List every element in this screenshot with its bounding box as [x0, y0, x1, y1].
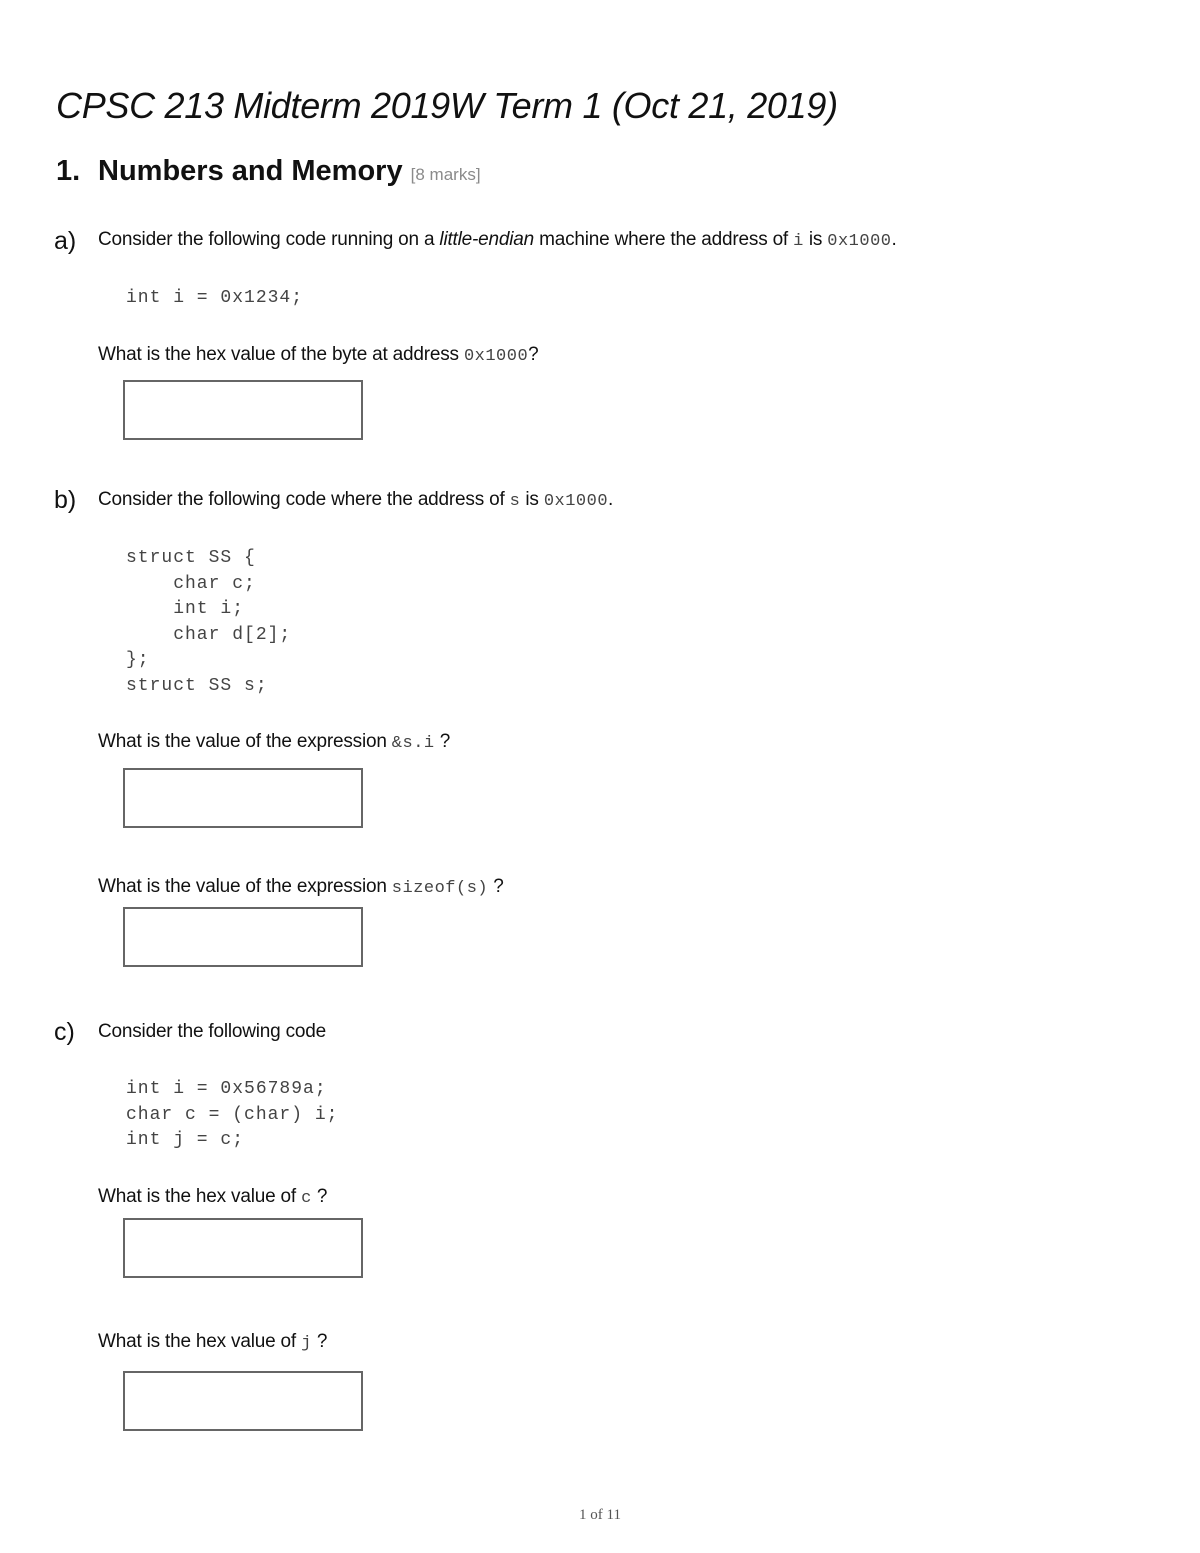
part-c-label: c) — [54, 1018, 75, 1046]
question-text: What is the hex value of — [98, 1331, 302, 1352]
part-c-question-2 — [98, 1329, 327, 1357]
answer-box-a[interactable] — [123, 380, 363, 440]
prompt-text: . — [891, 229, 897, 250]
part-a-label: a) — [54, 227, 77, 255]
part-b-question-1 — [98, 729, 450, 757]
inline-code: i — [793, 232, 804, 251]
part-a-code: int i = 0x1234; — [126, 288, 304, 308]
question-text: What is the value of the expression — [98, 876, 392, 897]
prompt-emphasis: little-endian — [439, 229, 534, 250]
part-b-prompt — [98, 487, 613, 515]
part-a-prompt — [98, 227, 897, 255]
part-c-prompt: Consider the following code — [98, 1021, 327, 1042]
question-text: ? — [311, 1331, 328, 1352]
inline-code: j — [301, 1334, 312, 1353]
answer-box-b2[interactable] — [123, 907, 363, 967]
inline-code: sizeof(s) — [391, 879, 489, 898]
question-text: What is the hex value of the byte at address — [98, 344, 464, 365]
page-number: 1 of 11 — [579, 1507, 621, 1523]
part-b-question-2 — [98, 874, 504, 902]
inline-code: 0x1000 — [463, 347, 529, 366]
prompt-text: is — [520, 489, 544, 510]
prompt-text: . — [608, 489, 614, 510]
question-1-heading — [56, 152, 481, 194]
answer-box-b1[interactable] — [123, 768, 363, 828]
question-number: 1. — [56, 155, 81, 187]
question-text: What is the value of the expression — [98, 731, 392, 752]
question-title: Numbers and Memory — [98, 155, 403, 187]
part-a-question — [98, 342, 539, 370]
part-b-code: struct SS { char c; int i; char d[2]; }; struct SS s; — [126, 548, 292, 696]
inline-code: 0x1000 — [827, 232, 892, 251]
prompt-text: machine where the address of — [534, 229, 794, 250]
inline-code: c — [301, 1189, 312, 1208]
question-marks: [8 marks] — [410, 165, 481, 184]
question-text: ? — [434, 731, 451, 752]
prompt-text: Consider the following code running on a — [98, 229, 440, 250]
part-c-code: int i = 0x56789a; char c = (char) i; int j = c; — [126, 1079, 339, 1150]
inline-code: s — [509, 492, 521, 511]
answer-box-c1[interactable] — [123, 1218, 363, 1278]
question-text: ? — [488, 876, 504, 897]
inline-code: &s.i — [391, 734, 435, 753]
prompt-text: is — [803, 229, 828, 250]
page-title: CPSC 213 Midterm 2019W Term 1 (Oct 21, 2019) — [56, 85, 838, 126]
question-text: What is the hex value of — [98, 1186, 302, 1207]
part-b-label: b) — [54, 486, 77, 514]
prompt-text: Consider the following code where the address of — [98, 489, 510, 510]
question-text: ? — [528, 344, 539, 365]
inline-code: 0x1000 — [543, 492, 609, 511]
answer-box-c2[interactable] — [123, 1371, 363, 1431]
question-text: ? — [311, 1186, 328, 1207]
part-c-question-1 — [98, 1184, 327, 1212]
